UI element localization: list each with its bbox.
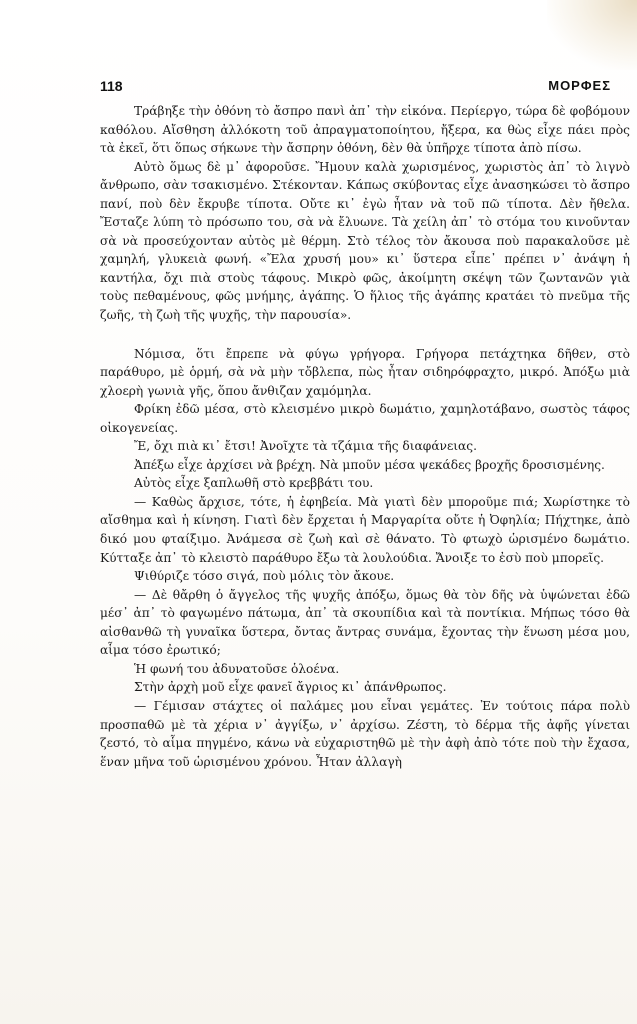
paragraph: Αὐτὸς εἶχε ξαπλωθῆ στὸ κρεββάτι του.	[134, 476, 374, 491]
paragraph: Φρίκη ἐδῶ μέσα, στὸ κλεισμένο μικρὸ δωμάτιο, χαμηλοτάβανο, σωστὸς τάφος οἰκογενείας.	[100, 402, 630, 435]
paragraph: Ἔ, ὄχι πιὰ κι᾽ ἔτσι! Ἀνοῖχτε τὰ τζάμια τῆς διαφάνειας.	[134, 439, 477, 454]
paragraph: — Καθὼς ἄρχισε, τότε, ἡ ἐφηβεία. Μὰ γιατὶ δὲν μποροῦμε πιά; Χωρίστηκε τὸ αἴσθημα καὶ ἡ κίνηση. Γιατὶ δὲν ἔρχεται ἡ Μαργαρίτα οὔτε ἡ Ὀφηλία; Πήχτηκε, ἀπὸ δικό μου φταίξιμο. Ἀνάμεσα σὲ ζωὴ καὶ σὲ θάνατο. Τὸ φτωχὸ ὡρισμένο δωμάτιο. Κύτταξε ἀπ᾽ τὸ κλειστὸ παράθυρο ἔξω τὰ λουλούδια. Ἄνοιξε το ἐσὺ ποὺ μπορεῖς.	[100, 494, 630, 565]
page-number: 118	[100, 78, 123, 94]
running-head: ΜΟΡΦΕΣ	[548, 78, 611, 93]
paper-stain	[547, 0, 637, 70]
body-text	[100, 102, 630, 771]
paragraph: Τράβηξε τὴν ὀθόνη τὸ ἄσπρο πανὶ ἀπ᾽ τὴν εἰκόνα. Περίεργο, τώρα δὲ φοβόμουν καθόλου. Αἴσθηση ἀλλόκοτη τοῦ ἀπραγματοποίητου, ἤξερα, κα θὼς εἶχε πάει πρὸς τὰ ἐκεῖ, ὅτι ὅπως σήκωνε τὴν ἄσπρην ὀθόνη, δὲν θὰ ὑπῆρχε τίποτα ἀπὸ πίσω.	[100, 104, 630, 156]
paragraph: Στὴν ἀρχὴ μοῦ εἶχε φανεῖ ἄγριος κι᾽ ἀπάνθρωπος.	[134, 680, 447, 695]
paragraph: Ἀπέξω εἶχε ἀρχίσει νὰ βρέχη. Νὰ μποῦν μέσα ψεκάδες βροχῆς δροσισμένης.	[134, 457, 605, 472]
paragraph: Αὐτὸ ὅμως δὲ μ᾽ ἀφοροῦσε. Ἤμουν καλὰ χωρισμένος, χωριστὸς ἀπ᾽ τὸ λιγνὸ ἄνθρωπο, σὰν τσακισμένο. Στέκονταν. Κάπως σκύβοντας εἶχε ἀνασηκώσει τὸ ἄσπρο πανί, ποὺ δὲν ἔκρυβε τίποτα. Οὔτε κι᾽ ἐγὼ ἦταν νὰ τοῦ πῶ τίποτα. Δὲν ἤθελα. Ἔσταζε λύπη τὸ πρόσωπο του, σὰ νὰ ἔλυωνε. Τὰ χείλη ἀπ᾽ τὸ στόμα του κινοῦνταν σὰ νὰ προσεύχονταν αὐτὸς μὲ θέρμη. Στὸ τέλος τὸν ἄκουσα ποὺ παρακαλοῦσε μὲ χαμηλή, γλυκειὰ φωνή. «Ἔλα χρυσή μου» κι᾽ ὕστερα εἶπε᾽ πρέπει ν᾽ ἀνάψη ἡ καντήλα, ὄχι πιὰ στοὺς τάφους. Μικρὸ φῶς, ἀκοίμητη σκέψη τῶν ζωντανῶν γιὰ τοὺς πεθαμένους, φῶς μνήμης, ἀγάπης. Ὁ ἥλιος τῆς ἀγάπης κρατάει τὸ πνεῦμα τῆς ζωῆς, τὴ ζωὴ τῆς ψυχῆς, τὴν παρουσία».	[100, 159, 630, 323]
paragraph: Νόμισα, ὅτι ἔπρεπε νὰ φύγω γρήγορα. Γρήγορα πετάχτηκα δῆθεν, στὸ παράθυρο, μὲ ὁρμή, σὰ νὰ μὴν τὄβλεπα, πὼς ἦταν σιδηρόφραχτο, μικρό. Ἀπόξω μιὰ χλοερὴ γωνιὰ γῆς, ὅπου ἄνθιζαν χαμόμηλα.	[100, 346, 630, 398]
paragraph: Ἡ φωνή του ἀδυνατοῦσε ὁλοένα.	[134, 661, 340, 676]
page-header	[100, 78, 617, 98]
paragraph: — Γέμισαν στάχτες οἱ παλάμες μου εἶναι γεμάτες. Ἐν τούτοις πάρα πολὺ προσπαθῶ μὲ τὰ χέρια ν᾽ ἀγγίξω, ν᾽ ἀρχίσω. Ζέστη, τὸ δέρμα τῆς ἀφῆς γίνεται ζεστό, τὸ αἷμα πηγμένο, κάνω νὰ εὐχαριστηθῶ μὲ τὴν ἀφὴ ἀπὸ τότε ποὺ τὴν ἔχασα, ἕναν μῆνα τοῦ ὡρισμένου χρόνου. Ἦταν ἀλλαγὴ	[100, 698, 630, 769]
paragraph: — Δὲ θἄρθη ὁ ἄγγελος τῆς ψυχῆς ἀπόξω, ὅμως θὰ τὸν δῆς νὰ ὑψώνεται ἐδῶ μέσ᾽ ἀπ᾽ τὸ φαγωμένο πάτωμα, ἀπ᾽ τὰ σκουπίδια καὶ τὰ ποντίκια. Μήπως τόσο θὰ αἰσθανθῶ τὴ γυναῖκα ὕστερα, ὄντας ἄντρας συνάμα, ἔχοντας τὴν ἕνωση μέσα μου, αἷμα τόσο ἐρωτικό;	[100, 587, 630, 658]
paragraph: Ψιθύριζε τόσο σιγά, ποὺ μόλις τὸν ἄκουε.	[134, 569, 395, 584]
